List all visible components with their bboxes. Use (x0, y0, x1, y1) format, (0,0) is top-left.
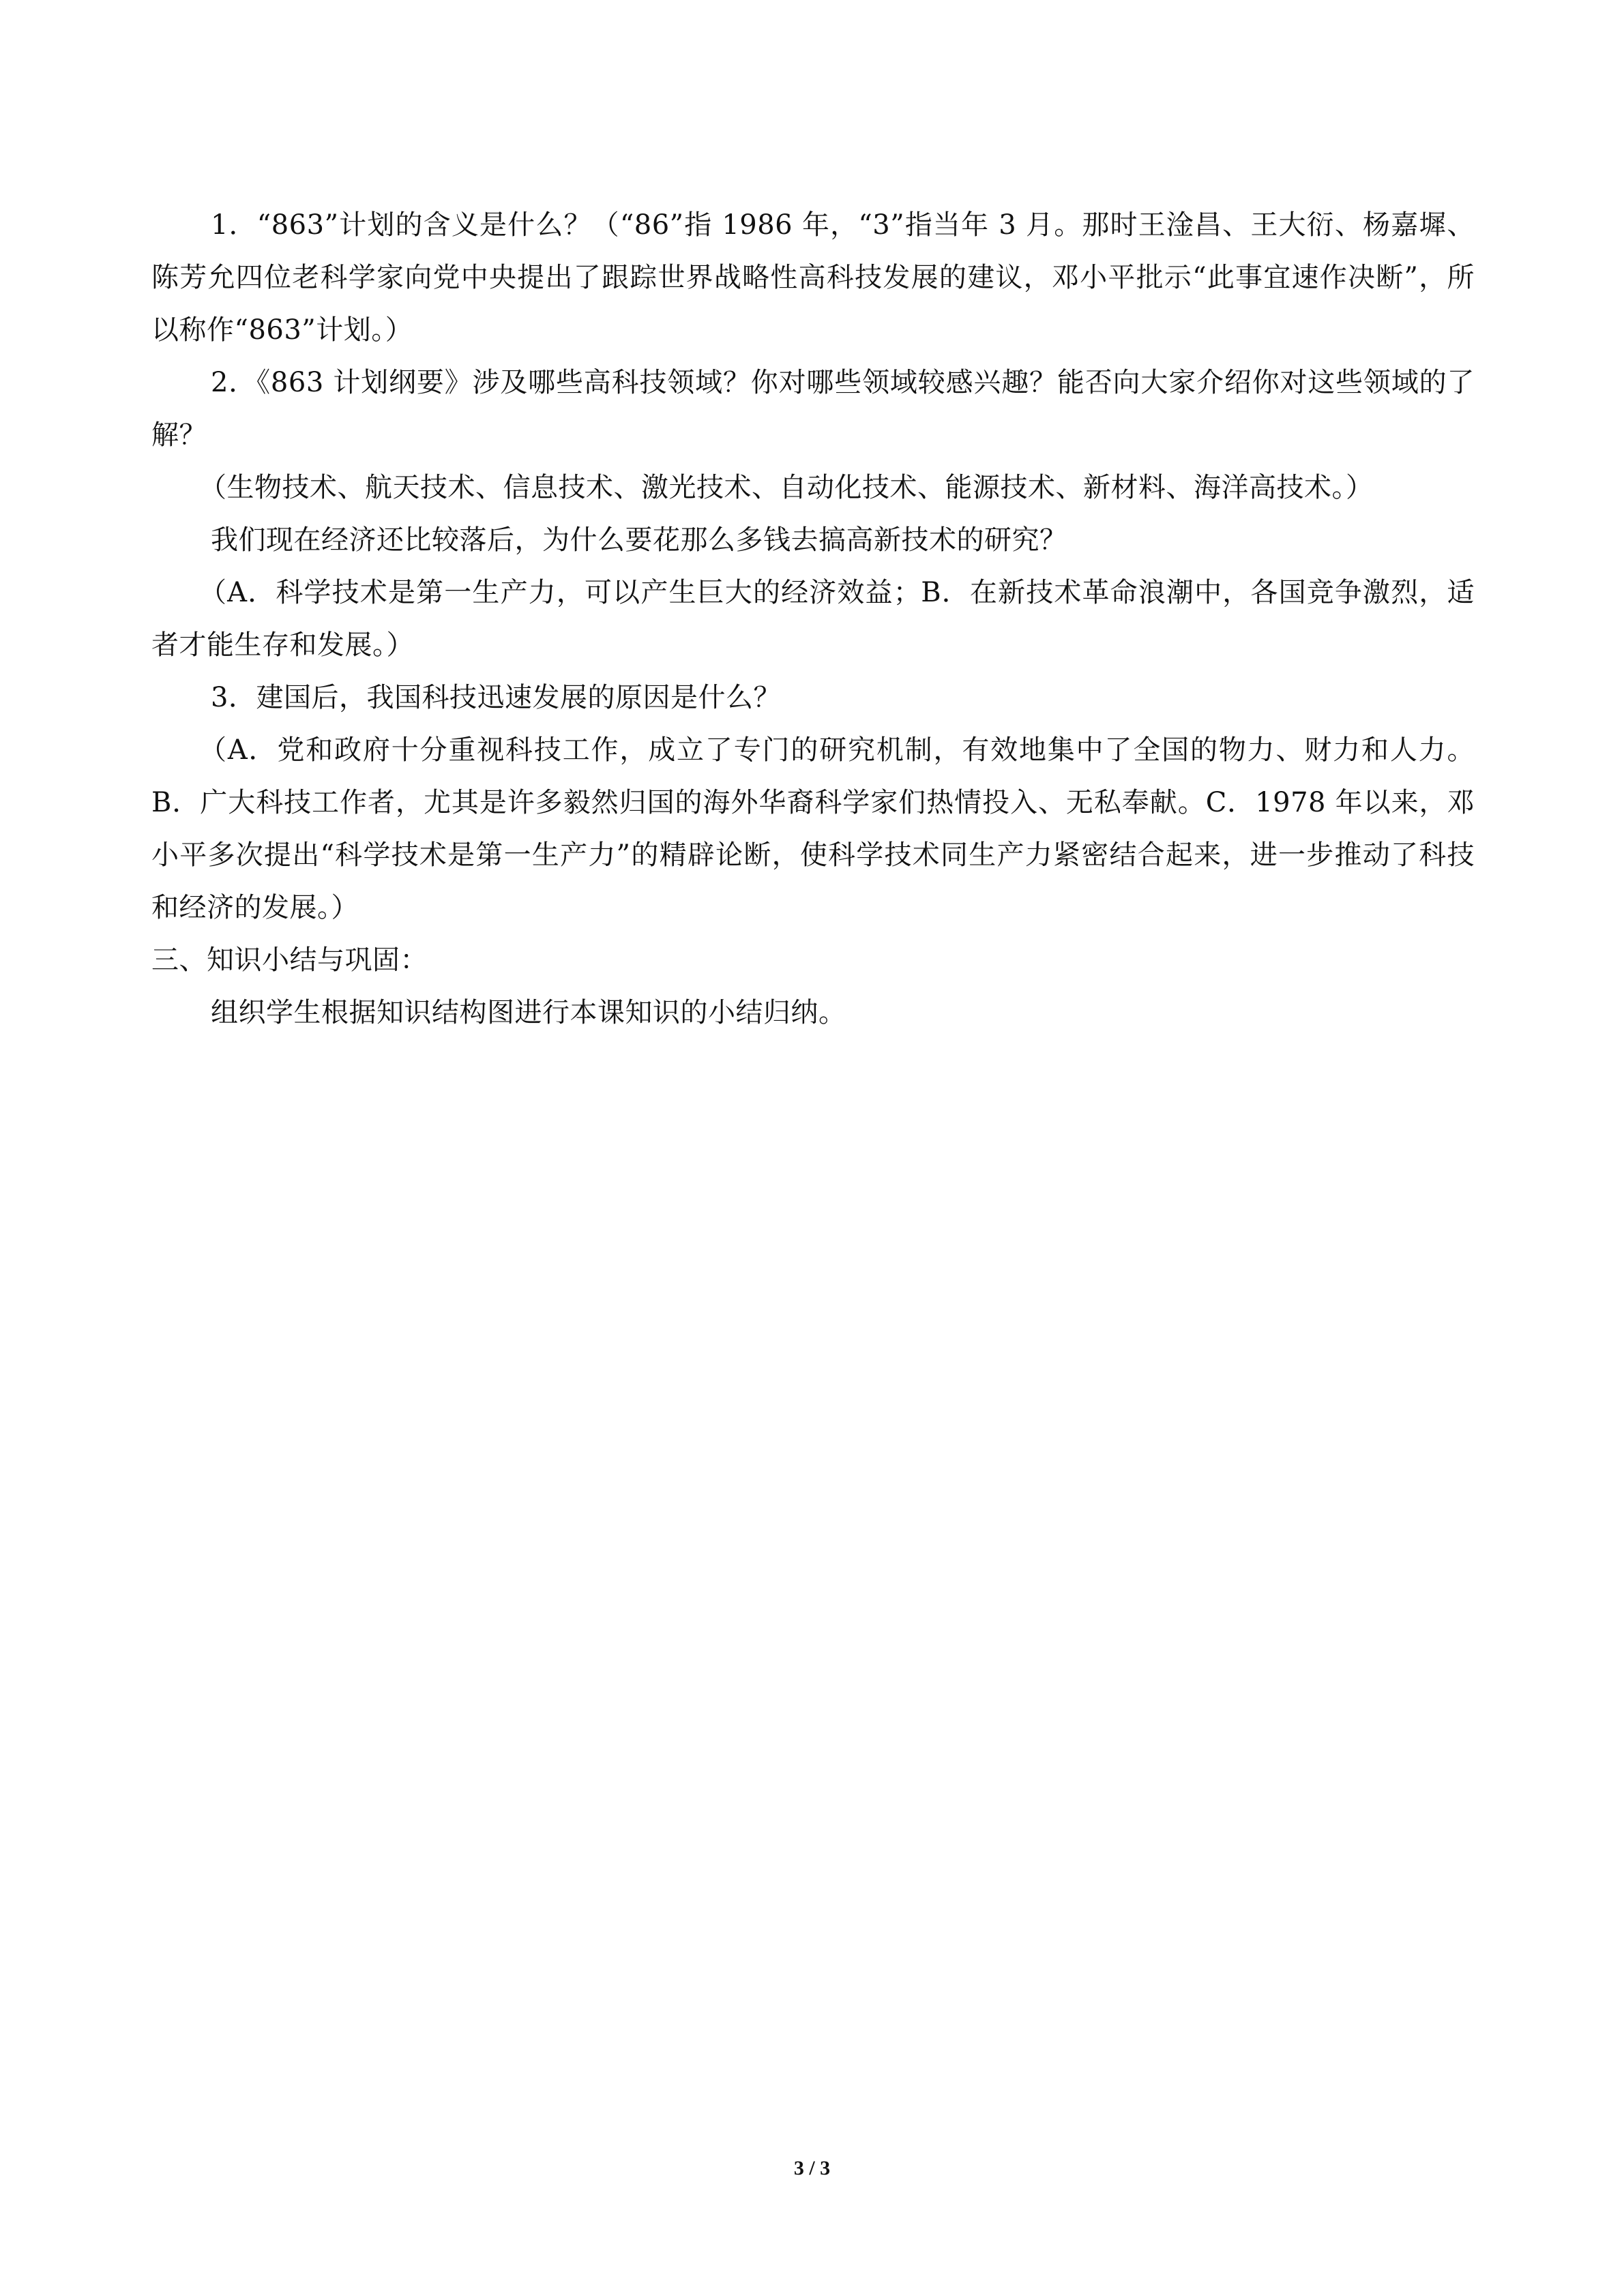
summary-paragraph: 组织学生根据知识结构图进行本课知识的小结归纳。 (211, 997, 846, 1028)
answer-3-paragraph: （A．党和政府十分重视科技工作，成立了专门的研究机制，有效地集中了全国的物力、财力和人力。B．广大科技工作者，尤其是许多毅然归国的海外华裔科学家们热情投入、无私奉献。C．1978 年以来，邓小平多次提出“科学技术是第一生产力”的精辟论断，使科学技术同生产力紧密结合起来，进一步推动了科技和经济的发展。） (151, 734, 1475, 923)
follow-up-answer-paragraph: （A．科学技术是第一生产力，可以产生巨大的经济效益；B．在新技术革命浪潮中，各国竞争激烈，适者才能生存和发展。） (151, 577, 1475, 661)
document-body (151, 199, 1475, 1039)
question-1-paragraph: 1．“863”计划的含义是什么？（“86”指 1986 年，“3”指当年 3 月。那时王淦昌、王大衍、杨嘉墀、陈芳允四位老科学家向党中央提出了跟踪世界战略性高科技发展的建议，邓小平批示“此事宜速作决断”，所以称作“863”计划。） (151, 209, 1475, 346)
follow-up-question-paragraph: 我们现在经济还比较落后，为什么要花那么多钱去搞高新技术的研究？ (211, 524, 1067, 556)
answer-2-paragraph: （生物技术、航天技术、信息技术、激光技术、自动化技术、能源技术、新材料、海洋高技术。） (199, 472, 1374, 503)
question-3-paragraph: 3．建国后，我国科技迅速发展的原因是什么？ (211, 682, 781, 713)
section-heading: 三、知识小结与巩固： (151, 944, 428, 976)
page-number: 3 / 3 (793, 2157, 831, 2179)
question-2-paragraph: 2．《863 计划纲要》涉及哪些高科技领域？你对哪些领域较感兴趣？能否向大家介绍你对这些领域的了解？ (151, 367, 1475, 451)
